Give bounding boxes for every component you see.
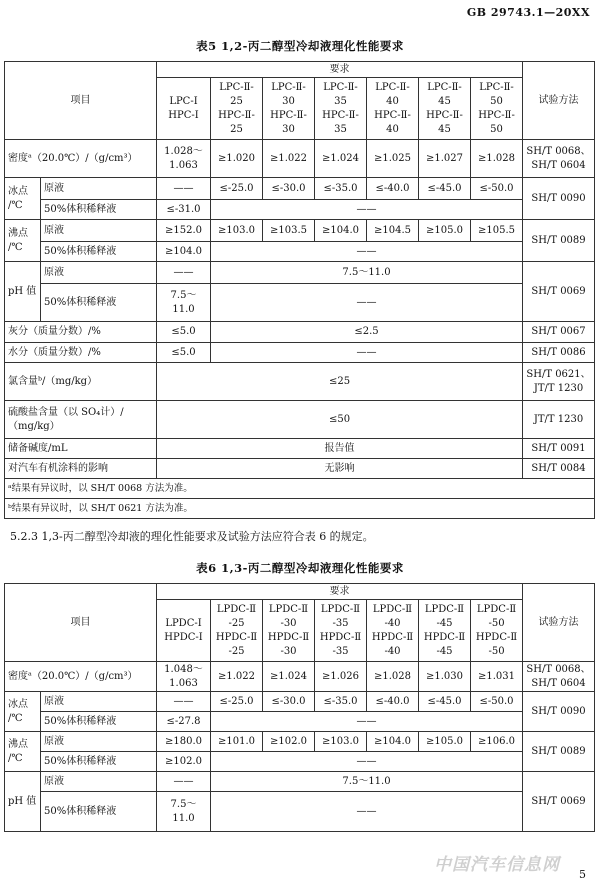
table-cell: ≥1.028: [471, 140, 523, 178]
grade-header: LPDC-Ⅱ -35 HPDC-Ⅱ -35: [315, 600, 367, 662]
table-cell: ——: [211, 792, 523, 832]
boiling-label: 沸点 /℃: [5, 732, 41, 772]
table-cell: ≤5.0: [157, 343, 211, 363]
method-cell: SH/T 0091: [523, 439, 595, 459]
table-cell: ≤-45.0: [419, 692, 471, 712]
grade-header: LPC-Ⅱ- 45 HPC-Ⅱ- 45: [419, 78, 471, 140]
table-cell: ≤-50.0: [471, 178, 523, 200]
method-cell: JT/T 1230: [523, 401, 595, 439]
water-label: 水分（质量分数）/%: [5, 343, 157, 363]
table-cell: ≥103.0: [211, 220, 263, 242]
table-cell: 7.5～11.0: [211, 262, 523, 284]
table-cell: ≥1.024: [263, 662, 315, 692]
table6-title: 表6 1,3-丙二醇型冷却液理化性能要求: [196, 561, 404, 575]
method-cell: SH/T 0090: [523, 178, 595, 220]
table-cell: ——: [157, 262, 211, 284]
sub-label: 原液: [41, 772, 157, 792]
density-label: 密度ᵃ（20.0℃）/（g/cm³）: [5, 662, 157, 692]
table-cell: ≤25: [157, 363, 523, 401]
table-cell: ≤-35.0: [315, 692, 367, 712]
table-cell: ≥1.028: [367, 662, 419, 692]
sulfate-label: 硫酸盐含量（以 SO₄计）/ （mg/kg）: [5, 401, 157, 439]
clause-5-2-3: 5.2.3 1,3-丙二醇型冷却液的理化性能要求及试验方法应符合表 6 的规定。: [10, 530, 374, 543]
table-cell: ≤-40.0: [367, 178, 419, 200]
header-requirement: 要求: [157, 62, 523, 78]
table-cell: ≥103.5: [263, 220, 315, 242]
table-cell: ——: [211, 284, 523, 322]
table-cell: 1.028～ 1.063: [157, 140, 211, 178]
sub-label: 原液: [41, 692, 157, 712]
table-cell: ≤-40.0: [367, 692, 419, 712]
table-cell: ≤-50.0: [471, 692, 523, 712]
table-cell: ≥106.0: [471, 732, 523, 752]
table-cell: ≥1.022: [211, 662, 263, 692]
sub-label: 50%体积稀释液: [41, 284, 157, 322]
table-cell: ≥1.030: [419, 662, 471, 692]
table-cell: ≤-35.0: [315, 178, 367, 200]
grade-header: LPDC-Ⅰ HPDC-Ⅰ: [157, 600, 211, 662]
table-cell: ≤5.0: [157, 322, 211, 343]
table-cell: ——: [211, 343, 523, 363]
sub-label: 50%体积稀释液: [41, 242, 157, 262]
sub-label: 50%体积稀释液: [41, 792, 157, 832]
table6: [4, 583, 595, 832]
table-cell: ≥1.022: [263, 140, 315, 178]
table-cell: ≤-30.0: [263, 692, 315, 712]
ph-label: pH 值: [5, 262, 41, 322]
table-cell: ≥104.5: [367, 220, 419, 242]
watermark: 中国汽车信息网: [434, 855, 560, 875]
header-method: 试验方法: [523, 584, 595, 662]
alkalinity-label: 储备碱度/mL: [5, 439, 157, 459]
table-cell: ——: [157, 692, 211, 712]
method-cell: SH/T 0068、 SH/T 0604: [523, 662, 595, 692]
chloride-label: 氯含量ᵇ/（mg/kg）: [5, 363, 157, 401]
method-cell: SH/T 0621、 JT/T 1230: [523, 363, 595, 401]
standard-number: GB 29743.1—20XX: [466, 6, 590, 19]
header-item: 项目: [5, 584, 157, 662]
header-method: 试验方法: [523, 62, 595, 140]
table-cell: ≥105.0: [419, 732, 471, 752]
freezing-label: 冰点 /℃: [5, 692, 41, 732]
ash-label: 灰分（质量分数）/%: [5, 322, 157, 343]
sub-label: 原液: [41, 220, 157, 242]
sub-label: 50%体积稀释液: [41, 200, 157, 220]
method-cell: SH/T 0069: [523, 772, 595, 832]
table-cell: ≤-31.0: [157, 200, 211, 220]
table-cell: ≥104.0: [157, 242, 211, 262]
table-cell: ≥1.031: [471, 662, 523, 692]
method-cell: SH/T 0067: [523, 322, 595, 343]
table-cell: ≥101.0: [211, 732, 263, 752]
page-number: 5: [579, 868, 586, 881]
table5: [4, 61, 595, 519]
table-cell: ——: [211, 712, 523, 732]
method-cell: SH/T 0089: [523, 220, 595, 262]
table-cell: 1.048～ 1.063: [157, 662, 211, 692]
table5-title: 表5 1,2-丙二醇型冷却液理化性能要求: [196, 39, 404, 53]
table-note: ᵃ结果有异议时，以 SH/T 0068 方法为准。: [5, 479, 595, 499]
table-cell: ≥1.026: [315, 662, 367, 692]
grade-header: LPC-Ⅱ- 30 HPC-Ⅱ- 30: [263, 78, 315, 140]
freezing-label: 冰点 /℃: [5, 178, 41, 220]
grade-header: LPDC-Ⅱ -40 HPDC-Ⅱ -40: [367, 600, 419, 662]
table-cell: ≥104.0: [315, 220, 367, 242]
grade-header: LPC-Ⅱ- 35 HPC-Ⅱ- 35: [315, 78, 367, 140]
sub-label: 原液: [41, 262, 157, 284]
table-cell: 无影响: [157, 459, 523, 479]
table-cell: ≥102.0: [263, 732, 315, 752]
table-cell: ≥105.0: [419, 220, 471, 242]
method-cell: SH/T 0089: [523, 732, 595, 772]
ph-label: pH 值: [5, 772, 41, 832]
table-cell: ——: [157, 178, 211, 200]
table-cell: ≤-27.8: [157, 712, 211, 732]
table-cell: ≤50: [157, 401, 523, 439]
density-label: 密度ᵃ（20.0℃）/（g/cm³）: [5, 140, 157, 178]
table-note: ᵇ结果有异议时，以 SH/T 0621 方法为准。: [5, 499, 595, 519]
paint-label: 对汽车有机涂料的影响: [5, 459, 157, 479]
sub-label: 50%体积稀释液: [41, 752, 157, 772]
boiling-label: 沸点 /℃: [5, 220, 41, 262]
header-requirement: 要求: [157, 584, 523, 600]
grade-header: LPDC-Ⅱ -45 HPDC-Ⅱ -45: [419, 600, 471, 662]
method-cell: SH/T 0069: [523, 262, 595, 322]
grade-header: LPC-Ⅱ- 25 HPC-Ⅱ- 25: [211, 78, 263, 140]
table-cell: ≥1.020: [211, 140, 263, 178]
table-cell: ≤-25.0: [211, 692, 263, 712]
sub-label: 50%体积稀释液: [41, 712, 157, 732]
table-cell: 报告值: [157, 439, 523, 459]
table-cell: ≥105.5: [471, 220, 523, 242]
method-cell: SH/T 0090: [523, 692, 595, 732]
header-item: 项目: [5, 62, 157, 140]
table-cell: ≥102.0: [157, 752, 211, 772]
method-cell: SH/T 0068、 SH/T 0604: [523, 140, 595, 178]
table-cell: 7.5～ 11.0: [157, 792, 211, 832]
grade-header: LPC-Ⅱ- 40 HPC-Ⅱ- 40: [367, 78, 419, 140]
table-cell: ≥1.027: [419, 140, 471, 178]
grade-header: LPDC-Ⅱ -25 HPDC-Ⅱ -25: [211, 600, 263, 662]
table-cell: ≥1.024: [315, 140, 367, 178]
table-cell: ——: [211, 752, 523, 772]
grade-header: LPDC-Ⅱ -50 HPDC-Ⅱ -50: [471, 600, 523, 662]
grade-header: LPC-Ⅱ- 50 HPC-Ⅱ- 50: [471, 78, 523, 140]
table-cell: 7.5～ 11.0: [157, 284, 211, 322]
table-cell: ——: [211, 200, 523, 220]
sub-label: 原液: [41, 732, 157, 752]
method-cell: SH/T 0086: [523, 343, 595, 363]
table-cell: ≤-30.0: [263, 178, 315, 200]
table-cell: ≤-45.0: [419, 178, 471, 200]
table-cell: 7.5～11.0: [211, 772, 523, 792]
table-cell: ≤2.5: [211, 322, 523, 343]
table-cell: ≥1.025: [367, 140, 419, 178]
table-cell: ≥103.0: [315, 732, 367, 752]
table-cell: ——: [211, 242, 523, 262]
sub-label: 原液: [41, 178, 157, 200]
table-cell: ≥104.0: [367, 732, 419, 752]
table-cell: ≥180.0: [157, 732, 211, 752]
method-cell: SH/T 0084: [523, 459, 595, 479]
table-cell: ≤-25.0: [211, 178, 263, 200]
table-cell: ——: [157, 772, 211, 792]
grade-header: LPC-Ⅰ HPC-Ⅰ: [157, 78, 211, 140]
grade-header: LPDC-Ⅱ -30 HPDC-Ⅱ -30: [263, 600, 315, 662]
table-cell: ≥152.0: [157, 220, 211, 242]
